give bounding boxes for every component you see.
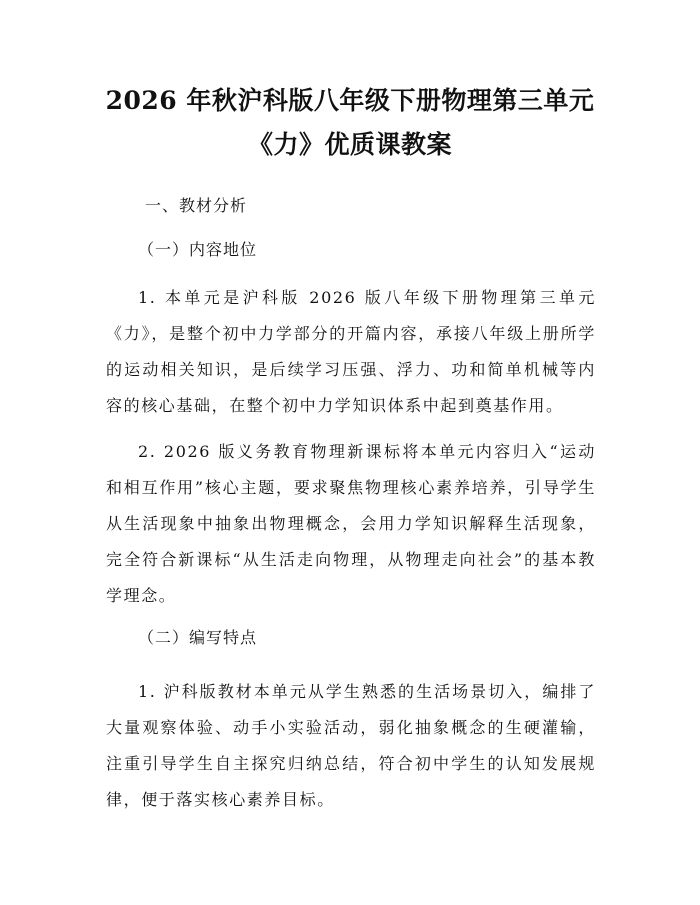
paragraph-curriculum-standard: 2. 2026 版义务教育物理新课标将本单元内容归入“运动和相互作用”核心主题，要求聚焦物理核心素养培养，引导学生从生活现象中抽象出物理概念，会用力学知识解释生活现象，完全符合新课标“从生活走向物理，从物理走向社会”的基本教学理念。: [106, 442, 596, 605]
paragraph-unit-position: 1. 本单元是沪科版 2026 版八年级下册物理第三单元《力》，是整个初中力学部分的开篇内容，承接八年级上册所学的运动相关知识，是后续学习压强、浮力、功和简单机械等内容的核心基础，在整个初中力学知识体系中起到奠基作用。: [106, 288, 596, 415]
document-title-line-2: 《力》优质课教案: [247, 130, 452, 159]
section-heading-textbook-analysis: 一、教材分析: [145, 196, 248, 215]
document-title-line-1: 2026 年秋沪科版八年级下册物理第三单元: [105, 86, 595, 115]
paragraph-textbook-features: 1. 沪科版教材本单元从学生熟悉的生活场景切入，编排了大量观察体验、动手小实验活动，弱化抽象概念的生硬灌输，注重引导学生自主探究归纳总结，符合初中学生的认知发展规律，便于落实核心素养目标。: [106, 682, 596, 809]
subsection-heading-compilation-features: （二）编写特点: [138, 628, 258, 647]
subsection-heading-content-position: （一）内容地位: [138, 240, 258, 259]
